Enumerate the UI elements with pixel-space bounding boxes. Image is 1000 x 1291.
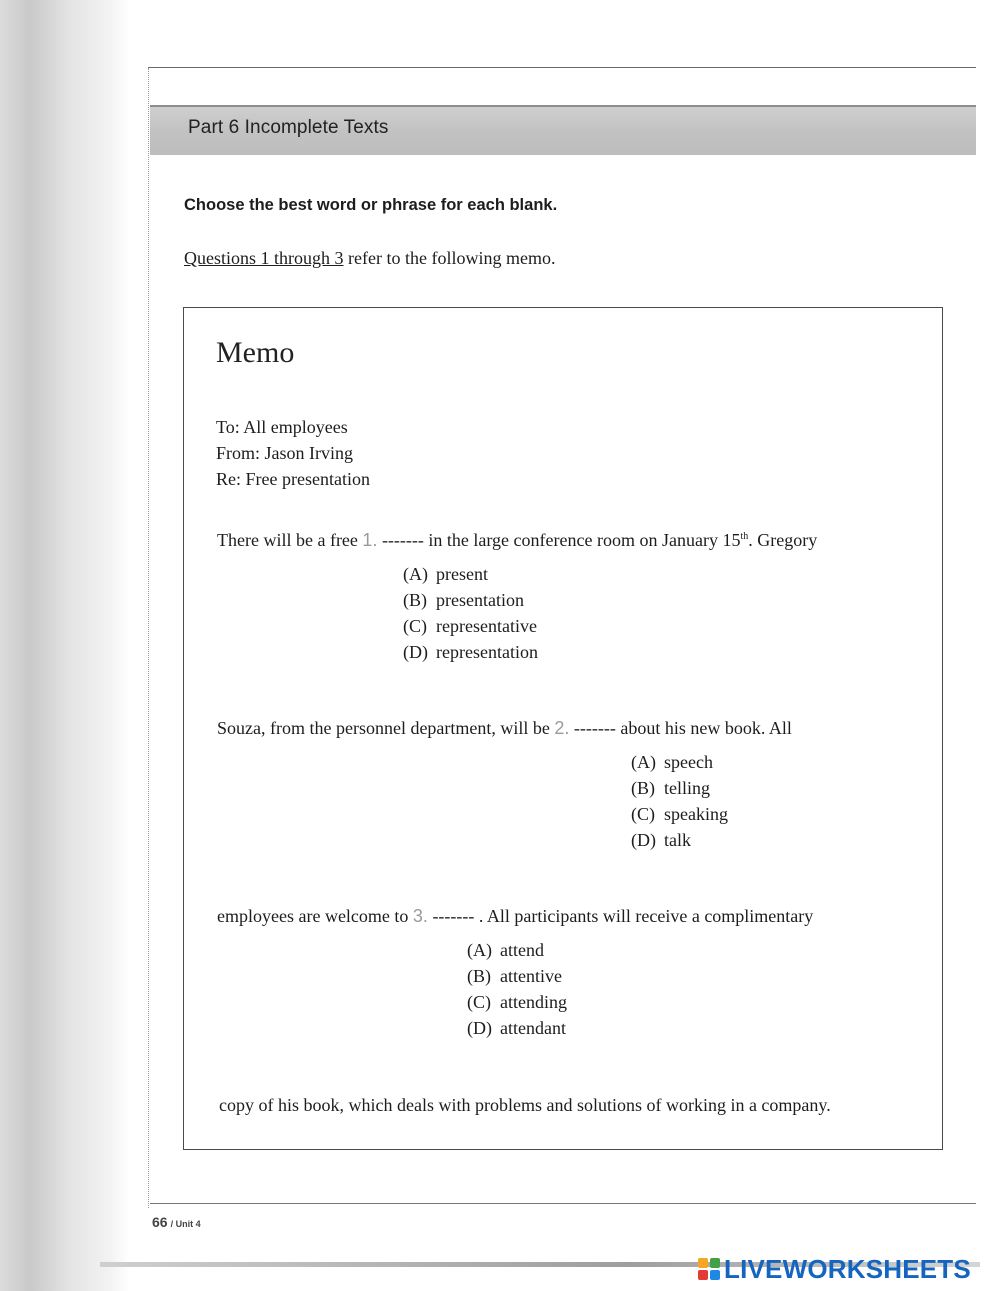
- paragraph-text: employees are welcome to: [217, 906, 413, 926]
- page-number: 66: [152, 1214, 168, 1230]
- scan-shadow-left: [0, 0, 130, 1291]
- option-text: speech: [664, 752, 713, 772]
- option-text: present: [436, 564, 488, 584]
- q3-option-a[interactable]: [467, 940, 544, 961]
- option-text: speaking: [664, 804, 728, 824]
- refer-line: [184, 248, 555, 269]
- memo-paragraph-4: copy of his book, which deals with problems and solutions of working in a company.: [219, 1095, 831, 1115]
- liveworksheets-brand: [698, 1254, 971, 1284]
- option-letter: (C): [403, 616, 427, 636]
- brand-name: LIVEWORKSHEETS: [724, 1253, 971, 1284]
- instruction-text: Choose the best word or phrase for each blank.: [184, 196, 558, 214]
- option-text: attending: [500, 992, 567, 1012]
- option-text: presentation: [436, 590, 524, 610]
- question-number-3: 3.: [412, 906, 428, 926]
- memo-to: To: All employees: [216, 417, 348, 437]
- option-text: talk: [664, 830, 691, 850]
- refer-rest: refer to the following memo.: [343, 248, 556, 268]
- memo-paragraph-1: [217, 530, 817, 551]
- q2-option-d[interactable]: [631, 830, 691, 851]
- option-letter: (A): [631, 752, 656, 772]
- unit-label: / Unit 4: [170, 1219, 201, 1229]
- option-letter: (B): [467, 966, 491, 986]
- memo-paragraph-3: [217, 906, 813, 927]
- part-title: Part 6 Incomplete Texts: [188, 117, 389, 138]
- q2-option-a[interactable]: [631, 752, 713, 773]
- ordinal-suffix: th: [740, 531, 749, 542]
- memo-from: From: Jason Irving: [216, 443, 353, 463]
- q1-option-c[interactable]: [403, 616, 537, 637]
- memo-re: Re: Free presentation: [216, 469, 370, 489]
- option-letter: (A): [403, 564, 428, 584]
- q3-option-c[interactable]: [467, 992, 567, 1013]
- q1-option-b[interactable]: [403, 590, 524, 611]
- option-letter: (A): [467, 940, 492, 960]
- option-letter: (B): [631, 778, 655, 798]
- blank-2[interactable]: ------- about his new book. All: [569, 718, 792, 738]
- question-number-2: 2.: [554, 718, 570, 738]
- page-footer: [152, 1214, 201, 1232]
- questions-range-link: Questions 1 through 3: [184, 248, 344, 268]
- option-letter: (D): [631, 830, 656, 850]
- option-text: representative: [436, 616, 537, 636]
- option-text: attendant: [500, 1018, 566, 1038]
- option-letter: (D): [403, 642, 428, 662]
- option-letter: (C): [467, 992, 491, 1012]
- q3-option-b[interactable]: [467, 966, 562, 987]
- liveworksheets-logo-icon: [698, 1258, 720, 1280]
- q3-option-d[interactable]: [467, 1018, 566, 1039]
- q2-option-b[interactable]: [631, 778, 710, 799]
- paragraph-text: Souza, from the personnel department, will be: [217, 718, 555, 738]
- q1-option-d[interactable]: [403, 642, 538, 663]
- q2-option-c[interactable]: [631, 804, 728, 825]
- option-text: representation: [436, 642, 538, 662]
- option-text: telling: [664, 778, 710, 798]
- option-text: attend: [500, 940, 544, 960]
- option-letter: (C): [631, 804, 655, 824]
- paragraph-text: There will be a free: [217, 530, 363, 550]
- bottom-rule: [150, 1203, 976, 1204]
- option-letter: (B): [403, 590, 427, 610]
- option-letter: (D): [467, 1018, 492, 1038]
- memo-paragraph-2: [217, 718, 792, 739]
- blank-3[interactable]: ------- . All participants will receive a complimentary: [427, 906, 814, 926]
- memo-title: Memo: [216, 336, 295, 369]
- option-text: attentive: [500, 966, 562, 986]
- q1-option-a[interactable]: [403, 564, 488, 585]
- question-number-1: 1.: [362, 530, 378, 550]
- blank-1[interactable]: ------- in the large conference room on January 15: [377, 530, 741, 550]
- paragraph-text: . Gregory: [748, 530, 818, 550]
